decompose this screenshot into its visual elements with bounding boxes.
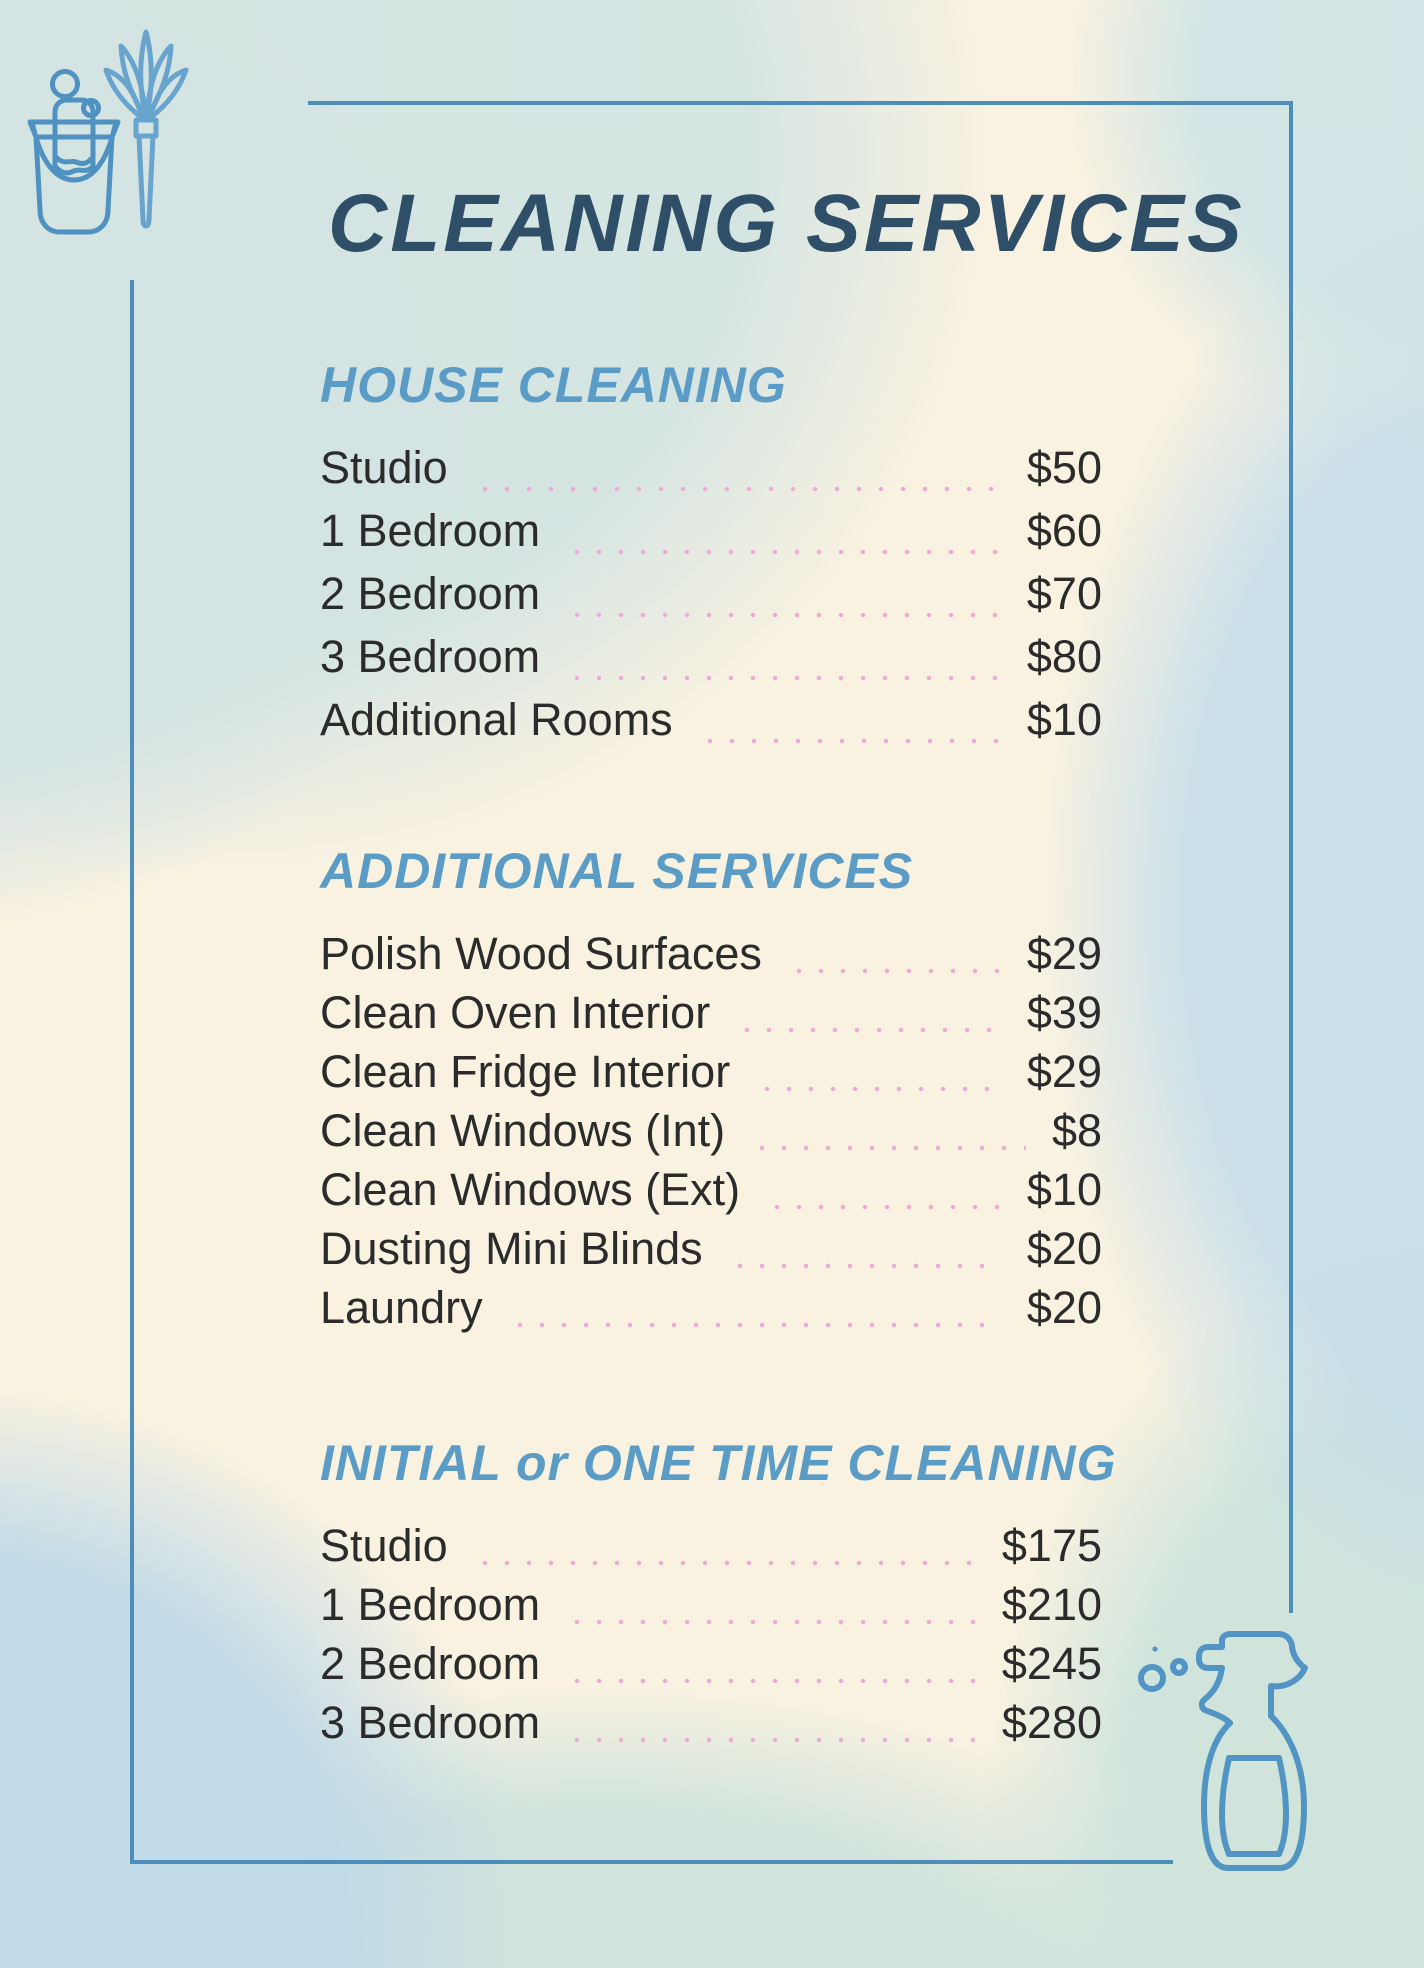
price-row: [320, 442, 1102, 505]
dotted-leader: [509, 1322, 1001, 1328]
section-rows: [320, 1520, 1102, 1756]
dotted-leader: [566, 675, 1001, 681]
price-row: [320, 1223, 1102, 1282]
price-row: [320, 568, 1102, 631]
dotted-leader: [566, 1678, 976, 1684]
section-title: HOUSE CLEANING: [320, 357, 787, 413]
section-title: ADDITIONAL SERVICES: [320, 843, 914, 899]
dotted-leader: [566, 1619, 976, 1625]
item-label: Clean Oven Interior: [320, 987, 711, 1038]
item-label: 3 Bedroom: [320, 1697, 541, 1748]
item-label: 3 Bedroom: [320, 631, 541, 682]
price-row: [320, 631, 1102, 694]
price-row: [320, 1164, 1102, 1223]
feather-duster-icon: [94, 20, 198, 244]
dotted-leader: [474, 486, 1001, 492]
dotted-leader: [699, 738, 1001, 744]
price-row: [320, 1697, 1102, 1756]
item-label: Clean Windows (Int): [320, 1105, 726, 1156]
page-title: CLEANING SERVICES: [328, 178, 1245, 269]
item-label: Studio: [320, 1520, 448, 1571]
sections: [320, 0, 1117, 1968]
section-title: INITIAL or ONE TIME CLEANING: [320, 1435, 1117, 1491]
section: [320, 356, 1102, 757]
price-row: [320, 1579, 1102, 1638]
price-row: [320, 1046, 1102, 1105]
dotted-leader: [566, 1737, 976, 1743]
price-row: [320, 987, 1102, 1046]
item-price: $29: [1026, 1046, 1102, 1097]
dotted-leader: [756, 1086, 1001, 1092]
dotted-leader: [766, 1204, 1001, 1210]
item-label: Studio: [320, 442, 448, 493]
item-label: Clean Fridge Interior: [320, 1046, 731, 1097]
item-price: $210: [1001, 1579, 1102, 1630]
dotted-leader: [729, 1263, 1001, 1269]
item-price: $10: [1026, 1164, 1102, 1215]
item-price: $39: [1026, 987, 1102, 1038]
item-price: $10: [1026, 694, 1102, 745]
dotted-leader: [566, 612, 1001, 618]
item-label: Dusting Mini Blinds: [320, 1223, 703, 1274]
dotted-leader: [751, 1145, 1026, 1151]
price-row: [320, 505, 1102, 568]
frame-border-right: [1289, 101, 1293, 1613]
item-label: 1 Bedroom: [320, 1579, 541, 1630]
item-price: $175: [1001, 1520, 1102, 1571]
price-row: [320, 1520, 1102, 1579]
section-rows: [320, 928, 1102, 1341]
frame-border-left: [130, 280, 134, 1864]
item-price: $20: [1026, 1282, 1102, 1333]
item-price: $280: [1001, 1697, 1102, 1748]
item-price: $60: [1026, 505, 1102, 556]
item-label: 1 Bedroom: [320, 505, 541, 556]
dotted-leader: [788, 968, 1001, 974]
item-label: 2 Bedroom: [320, 1638, 541, 1689]
dotted-leader: [474, 1560, 976, 1566]
price-row: [320, 1105, 1102, 1164]
item-price: $50: [1026, 442, 1102, 493]
price-row: [320, 1638, 1102, 1697]
item-price: $70: [1026, 568, 1102, 619]
price-row: [320, 928, 1102, 987]
item-price: $8: [1051, 1105, 1102, 1156]
price-row: [320, 694, 1102, 757]
dotted-leader: [566, 549, 1001, 555]
item-price: $80: [1026, 631, 1102, 682]
item-price: $245: [1001, 1638, 1102, 1689]
dotted-leader: [736, 1027, 1001, 1033]
item-label: Laundry: [320, 1282, 483, 1333]
item-label: Polish Wood Surfaces: [320, 928, 762, 979]
price-row: [320, 1282, 1102, 1341]
item-label: 2 Bedroom: [320, 568, 541, 619]
spray-bottle-icon: [1130, 1626, 1326, 1886]
section: [320, 842, 1102, 1341]
item-price: $20: [1026, 1223, 1102, 1274]
section-rows: [320, 442, 1102, 757]
item-price: $29: [1026, 928, 1102, 979]
section: [320, 1434, 1117, 1756]
item-label: Clean Windows (Ext): [320, 1164, 741, 1215]
item-label: Additional Rooms: [320, 694, 673, 745]
